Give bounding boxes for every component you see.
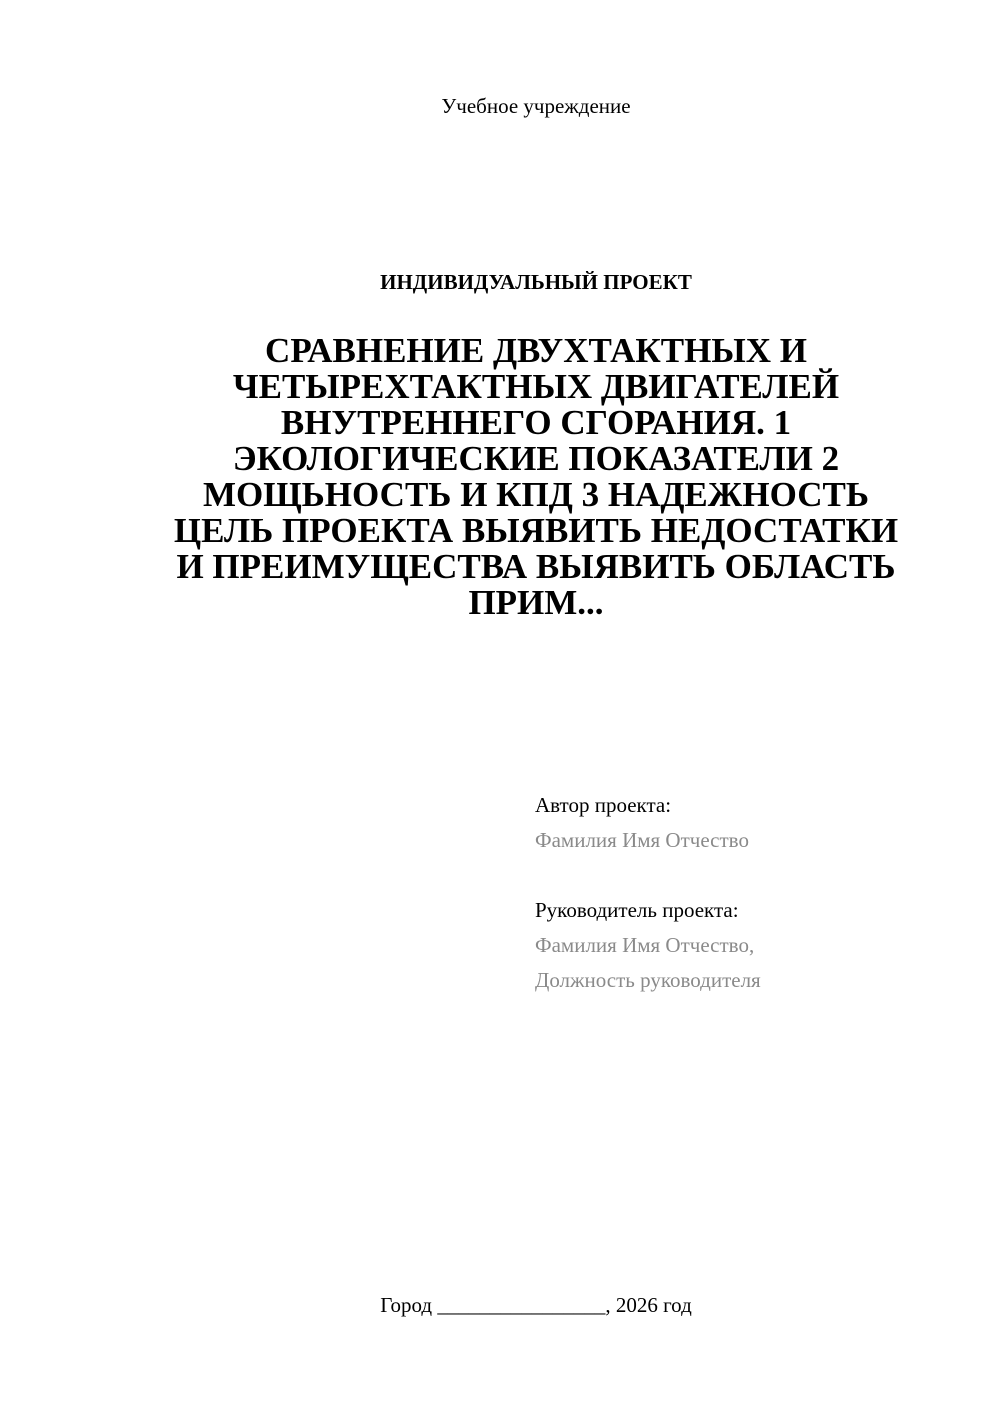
supervisor-position-placeholder: Должность руководителя xyxy=(535,968,761,992)
supervisor-name-placeholder: Фамилия Имя Отчество, xyxy=(535,933,755,957)
institution-name: Учебное учреждение xyxy=(441,94,631,118)
author-name-placeholder: Фамилия Имя Отчество xyxy=(535,828,749,852)
author-block xyxy=(535,791,975,854)
author-label: Автор проекта: xyxy=(535,793,672,817)
supervisor-label: Руководитель проекта: xyxy=(535,898,739,922)
city-year-line: Город ________________, 2026 год xyxy=(380,1293,692,1317)
project-title: СРАВНЕНИЕ ДВУХТАКТНЫХ И ЧЕТЫРЕХТАКТНЫХ ДВИГАТЕЛЕЙ ВНУТРЕННЕГО СГОРАНИЯ. 1 ЭКОЛОГИЧЕСКИЕ ПОКАЗАТЕЛИ 2 МОЩЬНОСТЬ И КПД 3 НАДЕЖНОСТЬ ЦЕЛЬ ПРОЕКТА ВЫЯВИТЬ НЕДОСТАТКИ И ПРЕИМУЩЕСТВА ВЫЯВИТЬ ОБЛАСТЬ ПРИМ... xyxy=(173,331,899,622)
project-type-heading: ИНДИВИДУАЛЬНЫЙ ПРОЕКТ xyxy=(380,270,692,294)
supervisor-block xyxy=(535,896,975,994)
